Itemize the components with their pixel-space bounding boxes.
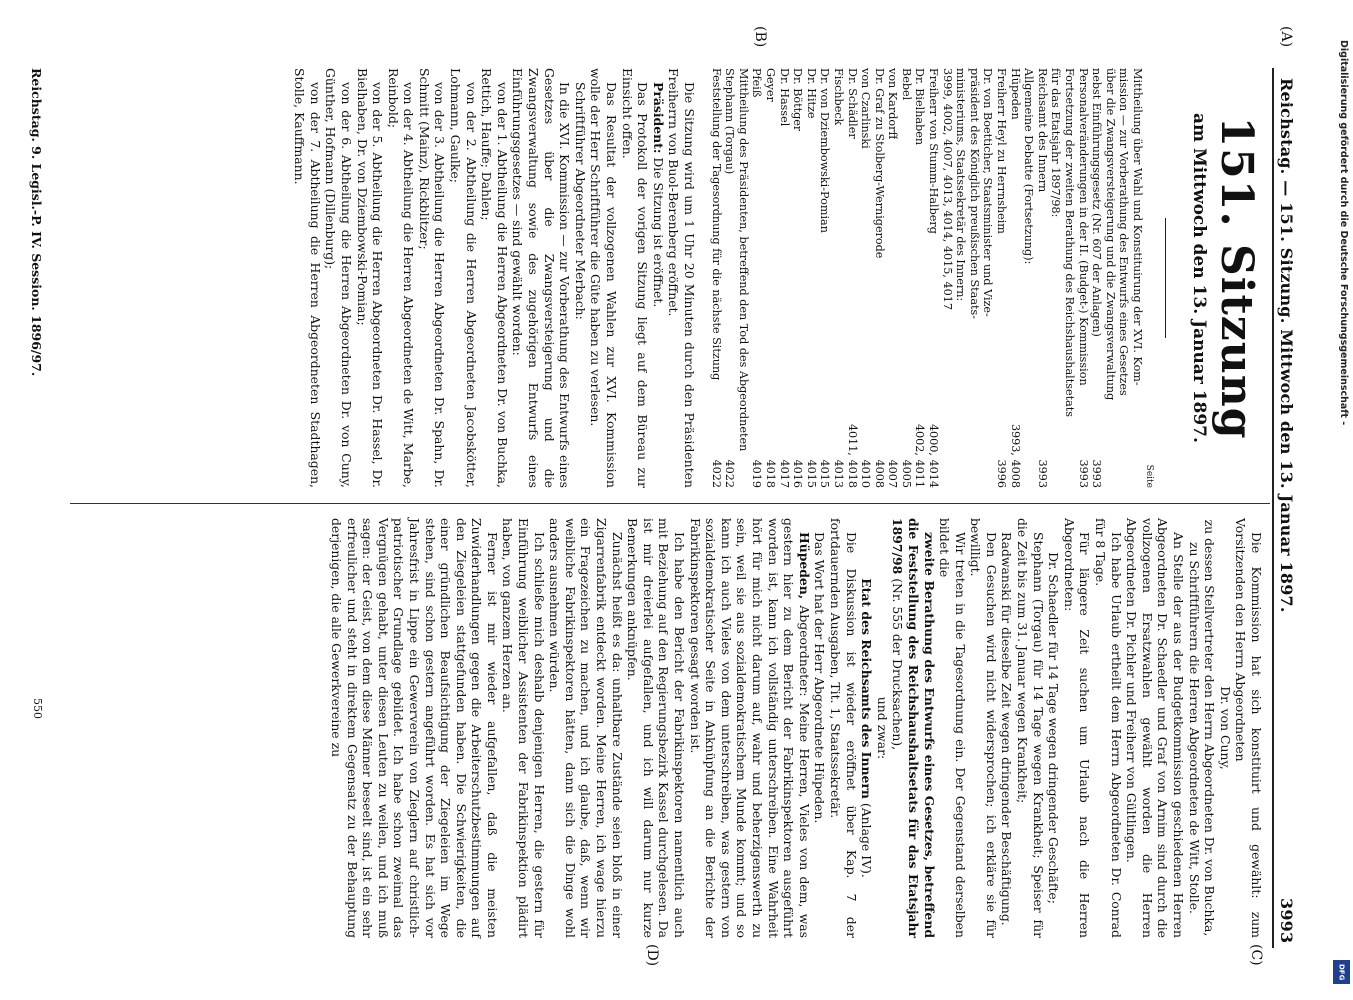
paragraph-text: von der 6. Abtheilung die Herren Abgeordneten Dr. von Cuny, Günther, Hofmann (Dillenburg); (323, 68, 354, 488)
toc-entry-text: Feststellung der Tagesordnung für die nächste Sitzung (709, 68, 723, 381)
paragraph-text: Ich habe den Bericht der Fabrikinspektoren namentlich auch mit Beziehung auf den Regierungsbezirk Kassel durchgelesen. Da ist mir dreierlei aufgefallen, und ich will darum nur kurze Bemerkungen anknüpfen. (625, 518, 688, 938)
left-column-text (292, 68, 697, 488)
paragraph-text: Schriftführer Abgeordneter Merbach: (572, 82, 588, 320)
toc-line (845, 68, 859, 488)
bold-lead: Präsident: (650, 82, 666, 154)
paragraph (1186, 518, 1202, 938)
toc-entry-text: Freiherr Heyl zu Herrnsheim (995, 68, 1009, 234)
toc-entry-text: Dr. Bielhaben (913, 68, 927, 146)
toc-entry-page: 3993, 4008 (1008, 423, 1022, 488)
toc-entry-text: Hüpeden (1008, 68, 1022, 120)
paragraph (323, 68, 354, 488)
toc-entry-text: Dr. Hassel (777, 68, 791, 127)
paragraph (510, 68, 572, 488)
toc-line (913, 68, 927, 488)
bold-lead: Etat des Reichsamts des Innern (859, 578, 875, 799)
paragraph-text: zu dessen Stellvertreter den Herrn Abgeordneten Dr. von Buchka, (1202, 519, 1218, 937)
toc-lines (709, 68, 1144, 488)
paragraph-text: Dr. Schaedler für 14 Tage wegen dringender Geschäfte; (1046, 552, 1062, 904)
paragraph-text: Für längere Zeit suchen um Urlaub nach die Herren Abgeordneten: (1061, 518, 1093, 938)
toc-entry-page: 3996 (995, 459, 1009, 488)
toc-line (831, 68, 845, 488)
page-footer: Reichstag. 9. Legisl.-P. IV. Session. 1896/97. (29, 68, 44, 377)
toc-entry-text: Reichsamt des Innern (1035, 68, 1049, 193)
toc-entry-text: Dr. Hitze (804, 68, 818, 119)
paragraph (1061, 518, 1092, 938)
toc-entry-text: Allgemeine Debatte (Fortsetzung): (1022, 68, 1036, 265)
toc-line (1062, 68, 1076, 488)
toc-line (1008, 68, 1022, 488)
paragraph-text: von der 3. Abtheilung die Herren Abgeordneten Dr. Spahn, Dr. Schmitt (Mainz), Rickblitzer; (416, 68, 448, 488)
paragraph-text: Den Gesuchen wird nicht widersprochen; ich erkläre sie für bewilligt. (968, 518, 999, 938)
toc-entry-text: Fischbeck (831, 68, 845, 126)
toc-entry-text: von Czarlinski (859, 68, 873, 149)
paragraph-text: Die Sitzung ist eröffnet. (650, 153, 666, 308)
margin-mark-b: (B) (752, 26, 768, 48)
paragraph-text: Ich habe Urlaub ertheilt dem Herrn Abgeordneten Dr. Conrad für 8 Tage. (1093, 518, 1124, 938)
toc-entry-text: Stephann (Torgau) (723, 68, 737, 175)
toc-entry-page: 4005 (899, 459, 913, 488)
paragraph-text: Die Diskussion ist wieder eröffnet über Kap. 7 der fortdauernden Ausgaben, Tit. 1, Staatssekretär. (827, 518, 859, 938)
toc-entry-page: 4018 (763, 459, 777, 488)
paragraph-text: Dr. von Cuny, (1217, 686, 1233, 770)
toc-entry-text: Mittheilung des Präsidenten, betreffend den Tod des Abgeordneten (736, 68, 750, 452)
toc-entry-text: Fortsetzung der zweiten Berathung des Reichshaushaltsetats (1063, 68, 1077, 417)
toc-entry-text: Mittheilung über Wahl und Konstituirung der XVI. Kom- (1131, 68, 1144, 386)
paragraph (588, 68, 619, 488)
toc-entry-text: präsident des Königlich preußischen Staats- (967, 68, 981, 320)
toc-entry-page (1049, 482, 1063, 488)
toc-entry-text: 3999, 4002, 4007, 4013, 4014, 4015, 4017 (940, 68, 954, 310)
paragraph (1217, 518, 1233, 938)
header-rule (1272, 68, 1274, 948)
right-column-text (328, 518, 1264, 938)
toc-entry-page: 3993 (1090, 459, 1104, 488)
paragraph (1124, 518, 1186, 938)
bottom-page-number: 550 (31, 698, 44, 719)
toc-entry-page (1117, 482, 1131, 488)
paragraph (1015, 518, 1046, 938)
toc-entry-text: für das Etatsjahr 1897/98: (1049, 68, 1063, 218)
toc-entry-text: Personalveränderungen in der II. (Budget-) Kommission (1076, 68, 1090, 386)
toc-entry-page: 4013 (831, 459, 845, 488)
paragraph (1092, 518, 1123, 938)
toc-line (791, 68, 805, 488)
paragraph (385, 68, 416, 488)
paragraph (968, 518, 999, 938)
column-divider (70, 503, 1270, 504)
toc-entry-page (736, 482, 750, 488)
paragraph-text: (Anlage IV). (859, 798, 875, 878)
toc-line (899, 68, 913, 488)
margin-mark-d: (D) (644, 944, 660, 967)
toc-entry-page (1103, 482, 1117, 488)
toc-line (804, 68, 818, 488)
paragraph (812, 518, 828, 938)
toc-entry-page (967, 482, 981, 488)
toc-entry-page: 4016 (791, 459, 805, 488)
paragraph (650, 68, 666, 488)
toc-line (886, 68, 900, 488)
header-page-number: 3993 (1277, 898, 1296, 944)
paragraph (827, 518, 858, 938)
paragraph (999, 518, 1015, 938)
toc-entry-text: Dr. Graf zu Stolberg-Wernigerode (872, 68, 886, 259)
bold-lead: Hüpeden, (796, 532, 812, 600)
paragraph (619, 68, 650, 488)
paragraph (547, 518, 625, 938)
toc-entry-text: nebst Einführungsgesetz (Nr. 607 der Anlagen) (1090, 68, 1104, 337)
paragraph (1233, 518, 1264, 938)
paragraph-text: Die Kommission hat sich konstituirt und gewählt: zum Vorsitzenden den Herrn Abgeordneten (1233, 518, 1264, 938)
toc-entry-text: Dr. Schädler (845, 68, 859, 139)
paragraph-text: Radwanski für dieselbe Zeit wegen dringender Beschäftigung. (999, 532, 1015, 926)
toc-entry-page: 4015 (818, 459, 832, 488)
toc-line (736, 68, 750, 488)
paragraph (416, 68, 447, 488)
toc-line (954, 68, 968, 488)
paragraph-text: Ferner ist mir wieder aufgefallen, daß die meisten Zuwiderhandlungen gegen die Arbeiterschutzbestimmungen auf den Ziegeleien stattgefunden haben. Die Schwierigkeiten, die einer gründlichen Beaufsichtigung der Ziegeleien im Wege stehen, sind schon gestern angeführt worden. Es hat sich vor Jahresfrist in Lippe ein Gewerverein von Zieglern auf christlich-patriotischer Grundlage gebildet. Ich habe schon zweimal das Vergnügen gehabt, unter diesen Leuten zu weilen, und ich muß sagen: der Geist, von dem diese Männer beseelt sind, ist ein sehr erfreulicher und steht in direktem Gegensatz zu der Behauptung derjenigen, die alle Gewerkvereine zu (328, 518, 500, 938)
toc-line (994, 68, 1008, 488)
toc-entry-text: Freiherr von Stumm-Halberg (927, 68, 941, 234)
toc-line (927, 68, 941, 488)
paragraph-text: In die XVI. Kommission — zur Vorberathung des Entwurfs eines Gesetzes über die Zwangsversteigerung und die Zwangsverwaltung sowie des zugehörigen Entwurfs eines Einführungsgesetzes — sind gewählt worden: (510, 68, 573, 488)
paragraph-text: Abgeordneter: Meine Herren, Vieles von dem, was gestern hier zu dem Bericht der Fabrikinspektoren ausgeführt worden ist, kann ich vollständig unterschreiben. Eine Wahrheit hört für mich nicht darum auf, wahr und beherzigenswerth zu sein, weil sie aus sozialdemokratischem Munde kommt; und so kann ich auch Vieles von dem unterschreiben, was gestern von sozialdemokratischer Seite in Anknüpfung an die Berichte der Fabrikinspektoren gesagt worden ist. (687, 518, 812, 938)
paragraph (937, 518, 968, 938)
paragraph (328, 518, 500, 938)
toc-entry-page (954, 482, 968, 488)
toc-line (763, 68, 777, 488)
toc-entry-text: Dr. von Dziembowski-Pomian (818, 68, 832, 233)
paragraph-text: Zunächst heißt es da: unhaltbare Zustände seien bloß in einer Zigarrenfabrik entdeckt worden. Meine Herren, ich wage hierzu ein Fragezeichen zu machen, und ich glaube, daß, wenn wir weibliche Fabrikinspektoren hätten, dann sich die Dinge wohl anders ausnehmen würden. (547, 518, 625, 938)
toc-entry-page: 4022 (723, 459, 737, 488)
toc-entry-page (1130, 482, 1144, 488)
toc-entry-text: über die Zwangsversteigerung und die Zwangsverwaltung (1103, 68, 1117, 401)
paragraph (479, 68, 510, 488)
toc-entry-page (981, 482, 995, 488)
toc-entry-page: 4010 (859, 459, 873, 488)
toc-entry-page: 4008 (872, 459, 886, 488)
toc-entry-page (1022, 482, 1036, 488)
paragraph (874, 518, 890, 938)
toc-entry-page: 4015 (804, 459, 818, 488)
toc-line (777, 68, 791, 488)
paragraph-text: von der 5. Abtheilung die Herren Abgeordneten Dr. Hassel, Dr. Bielhaben, Dr. von Dziembowski-Pomian; (354, 68, 386, 488)
rotated-page-content (10, 8, 1300, 968)
toc-entry-text: von Kardorff (886, 68, 900, 140)
title-rule (1165, 218, 1166, 338)
funding-notice: Digitalisierung gefördert durch die Deutsche Forschungsgemeinschaft - (1338, 40, 1349, 426)
toc-entry-text: Dr. Böttger (791, 68, 805, 132)
paragraph (687, 518, 812, 938)
toc-entry-page (1062, 482, 1076, 488)
toc-line (1049, 68, 1063, 488)
toc-entry-text: Geyer (763, 68, 777, 102)
toc-entry-page (940, 482, 954, 488)
table-of-contents (709, 68, 1154, 488)
paragraph (1202, 518, 1218, 938)
toc-line (940, 68, 954, 488)
paragraph (625, 518, 687, 938)
toc-line (859, 68, 873, 488)
paragraph-text: von der 1. Abtheilung die Herren Abgeordneten Dr. von Buchka, Rettich, Hauffe; Dahlen; (479, 68, 510, 488)
toc-entry-page: 4007 (886, 459, 900, 488)
toc-entry-page: 3993 (1076, 459, 1090, 488)
toc-entry-page: 4011, 4018 (845, 423, 859, 488)
toc-entry-page: 4000, 4014 (927, 423, 941, 488)
page-subtitle: am Mittwoch den 13. Januar 1897. (1189, 113, 1209, 443)
toc-entry-page: 4022 (709, 459, 723, 488)
paragraph (448, 68, 479, 488)
toc-line (1117, 68, 1131, 488)
toc-entry-page: 4002, 4011 (913, 423, 927, 488)
toc-line (750, 68, 764, 488)
toc-entry-text: ministeriums, Staatssekretär des Innern: (954, 68, 968, 302)
toc-entry-page: 4019 (750, 459, 764, 488)
toc-line (818, 68, 832, 488)
toc-entry-text: mission — zur Vorberathung des Entwurfs eines Gesetzes (1117, 68, 1131, 396)
paragraph (292, 68, 323, 488)
bold-lead: zweite Berathung des Entwurfs eines Gesetzes, betreffend die Feststellung des Reichshaushaltsetats für das Etatsjahr 1897/98 (890, 518, 937, 938)
paragraph (890, 518, 937, 938)
toc-line (1035, 68, 1049, 488)
paragraph-text: von der 7. Abtheilung die Herren Abgeordneten Stadthagen, Stolle, Kauffmann. (292, 68, 323, 488)
paragraph-text: (Nr. 555 der Drucksachen), (890, 574, 906, 751)
paragraph-text: von der 2. Abtheilung die Herren Abgeordneten Jacobskötter, Lohmann, Gaulke; (448, 68, 479, 488)
toc-line (1103, 68, 1117, 488)
left-column (292, 68, 1262, 488)
toc-line (872, 68, 886, 488)
paragraph-text: von der 4. Abtheilung die Herren Abgeordneten de Witt, Marbe, Reinbold; (385, 68, 417, 488)
paragraph-text: Das Resultat der vollzogenen Wahlen zur XVI. Kommission wolle der Herr Schriftführer die Güte haben zu verlesen. (588, 68, 620, 488)
toc-entry-page: 4017 (777, 459, 791, 488)
paragraph (500, 518, 547, 938)
paragraph (859, 518, 875, 938)
toc-line (1022, 68, 1036, 488)
toc-seite-label: Seite (1144, 464, 1154, 488)
toc-line (1130, 68, 1144, 488)
paragraph-text: Wir treten in die Tagesordnung ein. Der Gegenstand derselben bildet die (937, 518, 968, 938)
toc-line (981, 68, 995, 488)
toc-line (1076, 68, 1090, 488)
toc-line (967, 68, 981, 488)
paragraph (354, 68, 385, 488)
page-title: 151. Sitzung (1211, 116, 1262, 440)
paragraph-text: zu Schriftführern die Herren Abgeordneten de Witt, Stolle. (1186, 542, 1202, 914)
paragraph-text: Das Protokoll der vorigen Sitzung liegt auf dem Büreau zur Einsicht offen. (619, 68, 651, 488)
paragraph (666, 68, 697, 488)
running-header: Reichstag. — 151. Sitzung. Mittwoch den 13. Januar 1897. (1277, 78, 1296, 613)
toc-entry-text: Dr. von Boetticher, Staatsminister und Vize- (981, 68, 995, 317)
paragraph-text: Das Wort hat der Herr Abgeordnete Hüpeden. (812, 532, 828, 824)
toc-entry-page: 3993 (1035, 459, 1049, 488)
paragraph-text: Stephann (Torgau) für 14 Tage wegen Krankheit; Speiser für die Zeit bis zum 31. Januar wegen Krankheit; (1015, 518, 1046, 938)
paragraph-text: Die Sitzung wird um 1 Uhr 20 Minuten durch den Präsidenten Freiherrn von Buol-Berenberg eröffnet. (666, 68, 697, 488)
paragraph-text: An Stelle der aus der Budgetkommission geschiedenen Herren Abgeordneten Dr. Schaedler und Graf von Arnim sind durch die vollzogenen Ersatzwahlen gewählt worden die Herren Abgeordneten Dr. Pichler und Freiherr von Gültlingen. (1124, 518, 1187, 938)
toc-line (709, 68, 723, 488)
margin-mark-a: (A) (1278, 26, 1294, 48)
paragraph-text: und zwar: (874, 696, 890, 760)
toc-line (723, 68, 737, 488)
paragraph-text: Ich schließe mich deshalb denjenigen Herren, die gestern für Einführung weiblicher Assistenten der Fabrikinspektion plädirt haben, von ganzem Herzen an. (500, 518, 547, 938)
paragraph (1046, 518, 1062, 938)
toc-entry-text: Pfeiß (750, 68, 764, 98)
dfg-logo: DFG (1333, 960, 1350, 984)
toc-line (1090, 68, 1104, 488)
margin-mark-c: (C) (1248, 944, 1264, 966)
paragraph (572, 68, 588, 488)
toc-entry-text: Bebel (899, 68, 913, 101)
